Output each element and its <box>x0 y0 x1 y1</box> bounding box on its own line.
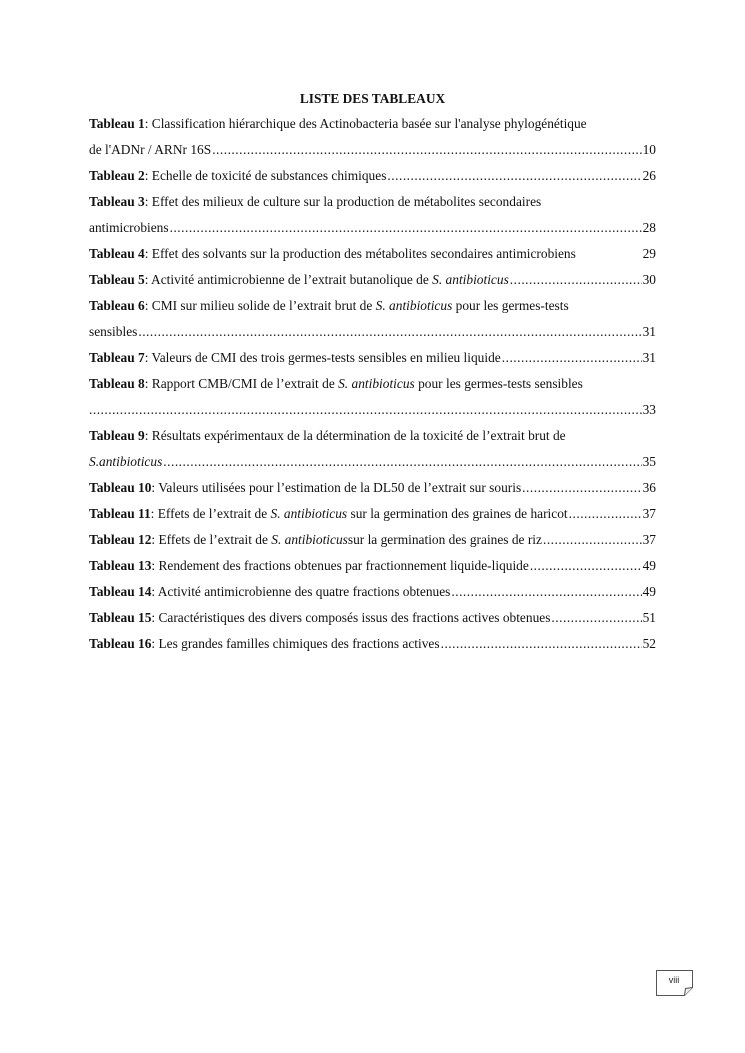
dot-leader <box>502 348 642 368</box>
entry-title: Echelle de toxicité de substances chimiques <box>151 168 387 183</box>
list-item-tableau-14[interactable]: Tableau 14: Activité antimicrobienne des quatre fractions obtenues ..... 49 <box>89 582 656 608</box>
entry-page: 31 <box>642 324 656 339</box>
page-title: LISTE DES TABLEAUX <box>299 91 446 106</box>
entry-label: Tableau 15 <box>89 610 152 625</box>
entry-label: Tableau 14 <box>89 584 152 599</box>
entry-label: Tableau 11 <box>89 506 151 521</box>
entry-title: Les grandes familles chimiques des fractions actives <box>158 636 440 651</box>
entry-label: Tableau 12 <box>89 532 152 547</box>
entry-page: 37 <box>642 532 656 547</box>
entry-label: Tableau 6 <box>89 298 145 313</box>
entry-label: Tableau 4 <box>89 246 145 261</box>
dot-leader <box>551 608 641 628</box>
entry-title: Effet des milieux de culture sur la production de métabolites secondaires <box>151 194 542 209</box>
list-item-tableau-2[interactable]: Tableau 2: Echelle de toxicité de substances chimiques ..... 26 <box>89 166 656 192</box>
entry-title: Activité antimicrobienne de l’extrait butanolique de <box>151 272 433 287</box>
entry-label: Tableau 16 <box>89 636 152 651</box>
page-number: viii <box>668 975 680 985</box>
list-item-tableau-3[interactable]: Tableau 3: Effet des milieux de culture sur la production de métabolites secondaires antimicrobiens ..... 28 <box>89 192 656 244</box>
species-name: S. antibioticus <box>270 506 348 521</box>
list-item-tableau-16[interactable]: Tableau 16: Les grandes familles chimiques des fractions actives ..... 52 <box>89 634 656 660</box>
dot-leader <box>543 530 642 550</box>
list-item-tableau-5[interactable]: Tableau 5: Activité antimicrobienne de l’extrait butanolique de S. antibioticus ..... 30 <box>89 270 656 296</box>
list-item-tableau-11[interactable]: Tableau 11: Effets de l’extrait de S. antibioticus sur la germination des graines de haricot ..... 37 <box>89 504 656 530</box>
dot-leader <box>530 556 642 576</box>
dot-leader <box>170 218 642 238</box>
dot-leader <box>89 400 642 420</box>
list-item-tableau-6[interactable]: Tableau 6: CMI sur milieu solide de l’extrait brut de S. antibioticus pour les germes-tests sensibles ..... 31 <box>89 296 656 348</box>
entry-label: Tableau 3 <box>89 194 145 209</box>
dot-leader <box>569 504 642 524</box>
entry-page: 52 <box>642 636 656 651</box>
entry-title: Caractéristiques des divers composés issus des fractions actives obtenues <box>158 610 551 625</box>
entry-title: CMI sur milieu solide de l’extrait brut de <box>151 298 376 313</box>
list-item-tableau-4[interactable]: Tableau 4: Effet des solvants sur la production des métabolites secondaires antimicrobiens 29 <box>89 244 656 270</box>
entry-title: Effets de l’extrait de <box>158 532 272 547</box>
entry-page: 29 <box>642 246 656 261</box>
list-item-tableau-12[interactable]: Tableau 12: Effets de l’extrait de S. antibioticussur la germination des graines de riz ..... 37 <box>89 530 656 556</box>
list-item-tableau-8[interactable]: Tableau 8: Rapport CMB/CMI de l’extrait de S. antibioticus pour les germes-tests sensibles ..... 33 <box>89 374 656 426</box>
entry-page: 33 <box>642 402 656 417</box>
entry-page: 51 <box>642 610 656 625</box>
entry-page: 37 <box>642 506 656 521</box>
entry-page: 31 <box>642 350 656 365</box>
dot-leader <box>441 634 642 654</box>
list-item-tableau-1[interactable]: Tableau 1: Classification hiérarchique des Actinobacteria basée sur l'analyse phylogénétique de l'ADNr / ARNr 16S ..... 10 <box>89 114 656 166</box>
entry-title: Rapport CMB/CMI de l’extrait de <box>151 376 339 391</box>
dot-leader <box>212 140 641 160</box>
entry-title-cont: de l'ADNr / ARNr 16S <box>89 142 212 157</box>
entry-title: Valeurs de CMI des trois germes-tests sensibles en milieu liquide <box>151 350 501 365</box>
entry-page: 10 <box>642 142 656 157</box>
entry-title-cont: sensibles <box>89 324 138 339</box>
dot-leader <box>510 270 642 290</box>
list-item-tableau-7[interactable]: Tableau 7: Valeurs de CMI des trois germes-tests sensibles en milieu liquide ..... 31 <box>89 348 656 374</box>
dot-leader <box>163 452 641 472</box>
entry-page: 26 <box>642 168 656 183</box>
species-name: S.antibioticus <box>89 454 163 469</box>
entry-page: 30 <box>642 272 656 287</box>
entry-label: Tableau 5 <box>89 272 145 287</box>
dot-leader <box>138 322 641 342</box>
entry-page: 49 <box>642 584 656 599</box>
page-number-badge <box>656 970 692 995</box>
entry-title: Résultats expérimentaux de la détermination de la toxicité de l’extrait brut de <box>151 428 566 443</box>
entry-page: 35 <box>642 454 656 469</box>
dot-leader <box>387 166 641 186</box>
list-item-tableau-13[interactable]: Tableau 13: Rendement des fractions obtenues par fractionnement liquide-liquide ..... 49 <box>89 556 656 582</box>
entry-title: Effet des solvants sur la production des métabolites secondaires antimicrobiens <box>151 246 576 261</box>
entry-label: Tableau 10 <box>89 480 152 495</box>
entry-title: Activité antimicrobienne des quatre fractions obtenues <box>157 584 451 599</box>
entry-label: Tableau 1 <box>89 116 145 131</box>
list-item-tableau-10[interactable]: Tableau 10: Valeurs utilisées pour l’estimation de la DL50 de l’extrait sur souris ..... 36 <box>89 478 656 504</box>
list-item-tableau-9[interactable]: Tableau 9: Résultats expérimentaux de la détermination de la toxicité de l’extrait brut de S.antibioticus ..... 35 <box>89 426 656 478</box>
entry-label: Tableau 9 <box>89 428 145 443</box>
entry-title-cont: antimicrobiens <box>89 220 169 235</box>
list-item-tableau-15[interactable]: Tableau 15: Caractéristiques des divers composés issus des fractions actives obtenues ..... 51 <box>89 608 656 634</box>
entry-label: Tableau 2 <box>89 168 145 183</box>
dot-leader <box>451 582 641 602</box>
entry-title: Valeurs utilisées pour l’estimation de la DL50 de l’extrait sur souris <box>158 480 522 495</box>
entry-title: Effets de l’extrait de <box>157 506 271 521</box>
entry-label: Tableau 8 <box>89 376 145 391</box>
dot-leader <box>522 478 641 498</box>
entry-title: Rendement des fractions obtenues par fractionnement liquide-liquide <box>158 558 529 573</box>
entry-label: Tableau 13 <box>89 558 152 573</box>
entry-title: Classification hiérarchique des Actinobacteria basée sur l'analyse phylogénétique <box>151 116 587 131</box>
entry-page: 28 <box>642 220 656 235</box>
entry-page: 49 <box>642 558 656 573</box>
entry-label: Tableau 7 <box>89 350 145 365</box>
species-name: S. antibioticus <box>271 532 348 547</box>
table-list <box>89 114 656 660</box>
species-name: S. antibioticus <box>432 272 509 287</box>
species-name: S. antibioticus <box>338 376 415 391</box>
entry-page: 36 <box>642 480 656 495</box>
species-name: S. antibioticus <box>375 298 453 313</box>
